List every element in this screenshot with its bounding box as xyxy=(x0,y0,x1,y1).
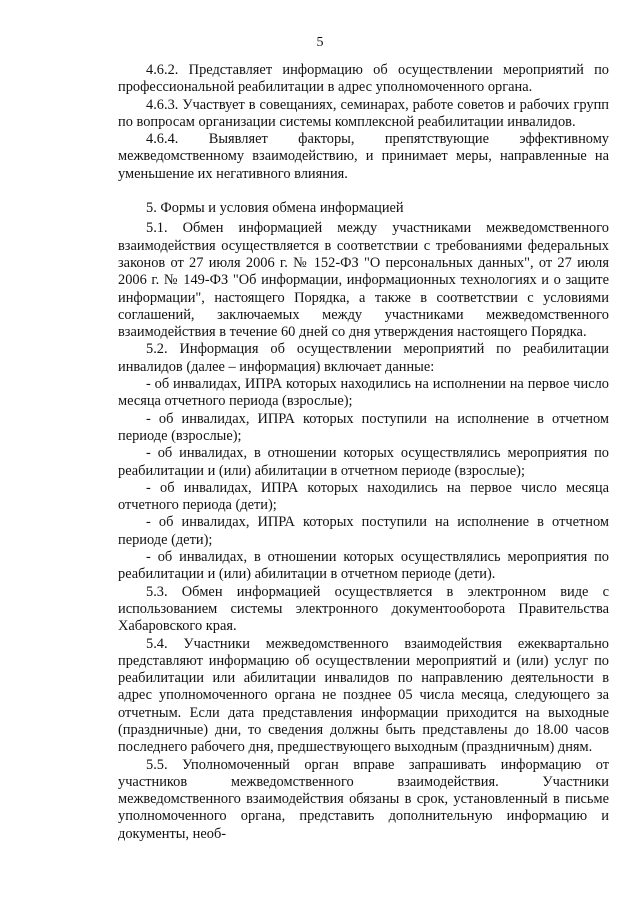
page-number: 5 xyxy=(316,35,324,50)
list-item-children-on-execution: - об инвалидах, ИПРА которых находились на первое число месяца отчетного периода (дети); xyxy=(118,479,609,514)
list-item-adults-on-execution: - об инвалидах, ИПРА которых находились на исполнении на первое число месяца отчетного периода (взрослые); xyxy=(118,376,609,410)
paragraph-5-4: 5.4. Участники межведомственного взаимодействия ежеквартально представляют информацию об осуществлении мероприятий и (или) услуг по реабилитации или абилитации инвалидов по направлению деятельности в адрес уполномоченного органа не позднее 05 числа месяца, следующего за отчетным. Если дата представления информации приходится на выходные (праздничные) дни, то сведения должны быть представлены до 18.00 часов последнего рабочего дня, предшествующего выходным (праздничным) дням. xyxy=(118,635,609,756)
list-item-adults-measures: - об инвалидах, в отношении которых осуществлялись мероприятия по реабилитации и (или) абилитации в отчетном периоде (взрослые); xyxy=(118,445,609,479)
document-body xyxy=(118,62,609,843)
list-item-children-received: - об инвалидах, ИПРА которых поступили на исполнение в отчетном периоде (дети); xyxy=(118,514,609,548)
paragraph-4-6-3: 4.6.3. Участвует в совещаниях, семинарах, работе советов и рабочих групп по вопросам организации системы комплексной реабилитации инвалидов. xyxy=(118,96,609,130)
paragraph-4-6-4: 4.6.4. Выявляет факторы, препятствующие эффективному межведомственному взаимодействию, и принимает меры, направленные на уменьшение их негативного влияния. xyxy=(118,131,609,182)
section-heading-5: 5. Формы и условия обмена информацией xyxy=(146,200,404,217)
list-item-children-measures: - об инвалидах, в отношении которых осуществлялись мероприятия по реабилитации и (или) абилитации в отчетном периоде (дети). xyxy=(118,549,609,583)
paragraph-5-2: 5.2. Информация об осуществлении мероприятий по реабилитации инвалидов (далее – информация) включает данные: xyxy=(118,341,609,375)
paragraph-5-5: 5.5. Уполномоченный орган вправе запрашивать информацию от участников межведомственного взаимодействия. Участники межведомственного взаимодействия обязаны в срок, установленный в письме уполномоченного органа, представить дополнительную информацию и документы, необ- xyxy=(118,756,609,842)
paragraph-4-6-2: 4.6.2. Представляет информацию об осуществлении мероприятий по профессиональной реабилитации в адрес уполномоченного органа. xyxy=(118,62,609,96)
paragraph-5-1: 5.1. Обмен информацией между участниками межведомственного взаимодействия осуществляется в соответствии с требованиями федеральных законов от 27 июля 2006 г. № 152-ФЗ "О персональных данных", от 27 июля 2006 г. № 149-ФЗ "Об информации, информационных технологиях и о защите информации", настоящего Порядка, а также в соответствии с условиями соглашений, заключаемых между участниками межведомственного взаимодействия в течение 60 дней со дня утверждения настоящего Порядка. xyxy=(118,220,609,341)
paragraph-5-3: 5.3. Обмен информацией осуществляется в электронном виде с использованием системы электронного документооборота Правительства Хабаровского края. xyxy=(118,583,609,635)
list-item-adults-received: - об инвалидах, ИПРА которых поступили на исполнение в отчетном периоде (взрослые); xyxy=(118,410,609,444)
